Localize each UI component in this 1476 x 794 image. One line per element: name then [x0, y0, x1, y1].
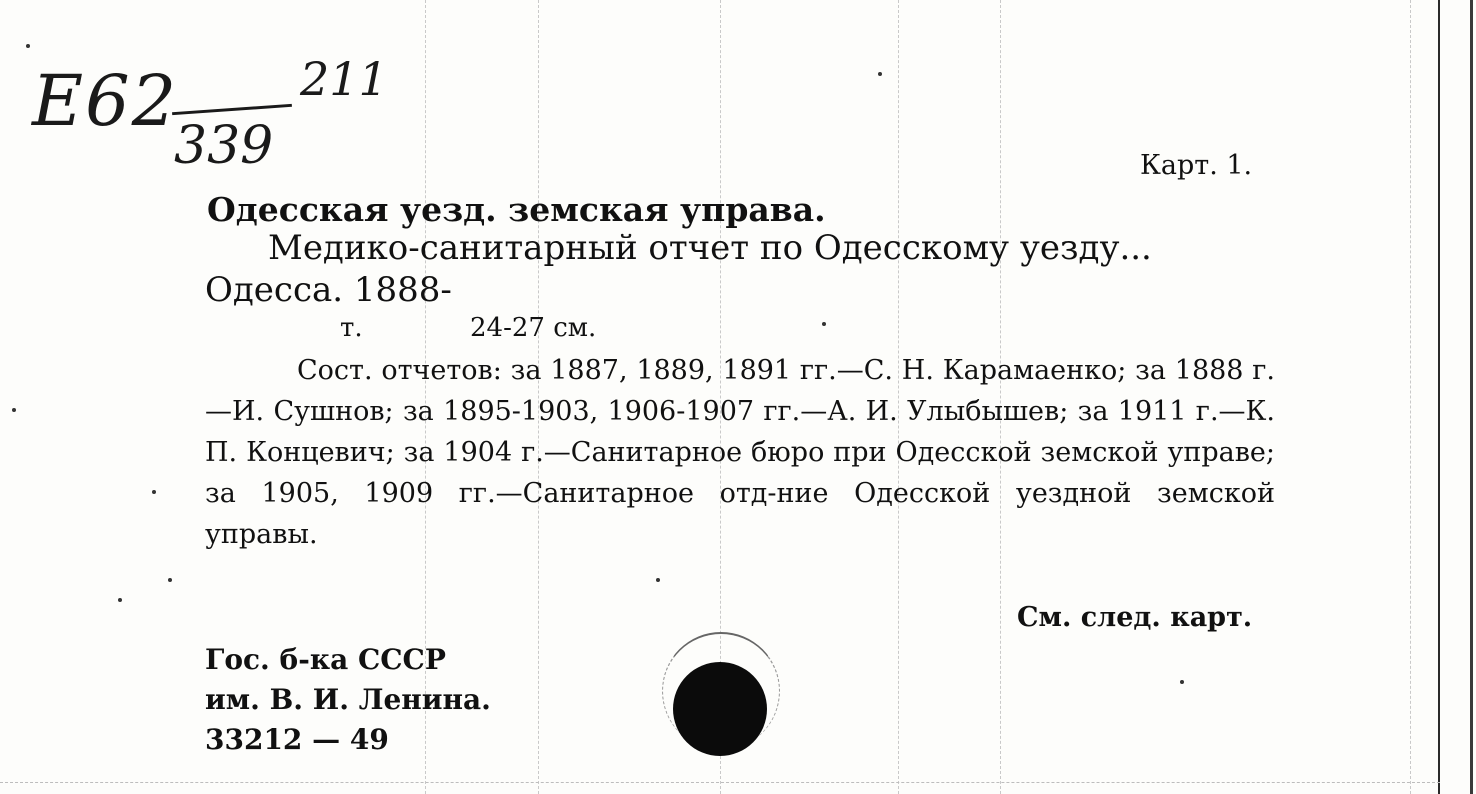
- library-code: 33212 — 49: [205, 723, 389, 756]
- card-edge: [0, 782, 1440, 783]
- card-edge: [1438, 0, 1440, 794]
- size-label: 24-27 см.: [470, 313, 597, 343]
- author-heading: Одесская уезд. земская управа.: [207, 190, 826, 229]
- speck: [118, 598, 122, 602]
- speck: [1180, 680, 1184, 684]
- speck: [878, 72, 882, 76]
- imprint-line: Одесса. 1888-: [205, 270, 452, 310]
- speck: [12, 408, 16, 412]
- speck: [822, 322, 826, 326]
- library-name: Гос. б-ка СССР: [205, 643, 446, 676]
- library-stamp: [205, 640, 491, 760]
- library-name-2: им. В. И. Ленина.: [205, 683, 491, 716]
- shelfmark-numerator: 211: [300, 52, 388, 106]
- title-line: Медико-санитарный отчет по Одесскому уезду...: [268, 228, 1152, 268]
- volume-label: т.: [340, 313, 363, 343]
- speck: [656, 578, 660, 582]
- shelfmark-denominator: 339: [174, 116, 274, 176]
- punch-hole: [673, 662, 767, 756]
- card-number: Карт. 1.: [1140, 150, 1253, 181]
- compilers-note: Сост. отчетов: за 1887, 1889, 1891 гг.—С. Н. Карамаенко; за 1888 г.—И. Сушнов; за 1895-1903, 1906-1907 гг.—А. И. Улыбышев; за 1911 г.—К. П. Концевич; за 1904 г.—Санитарное бюро при Одесской земской управе; за 1905, 1909 гг.—Санитарное отд-ние Одесской уездной земской управы.: [205, 355, 1275, 550]
- shelfmark-fraction-bar: [172, 104, 292, 115]
- card-edge: [1470, 0, 1473, 794]
- speck: [26, 44, 30, 48]
- shelfmark-main: E62: [32, 60, 179, 142]
- continued-note: См. след. карт.: [1017, 602, 1253, 633]
- speck: [152, 490, 156, 494]
- guide-line: [1410, 0, 1411, 794]
- speck: [168, 578, 172, 582]
